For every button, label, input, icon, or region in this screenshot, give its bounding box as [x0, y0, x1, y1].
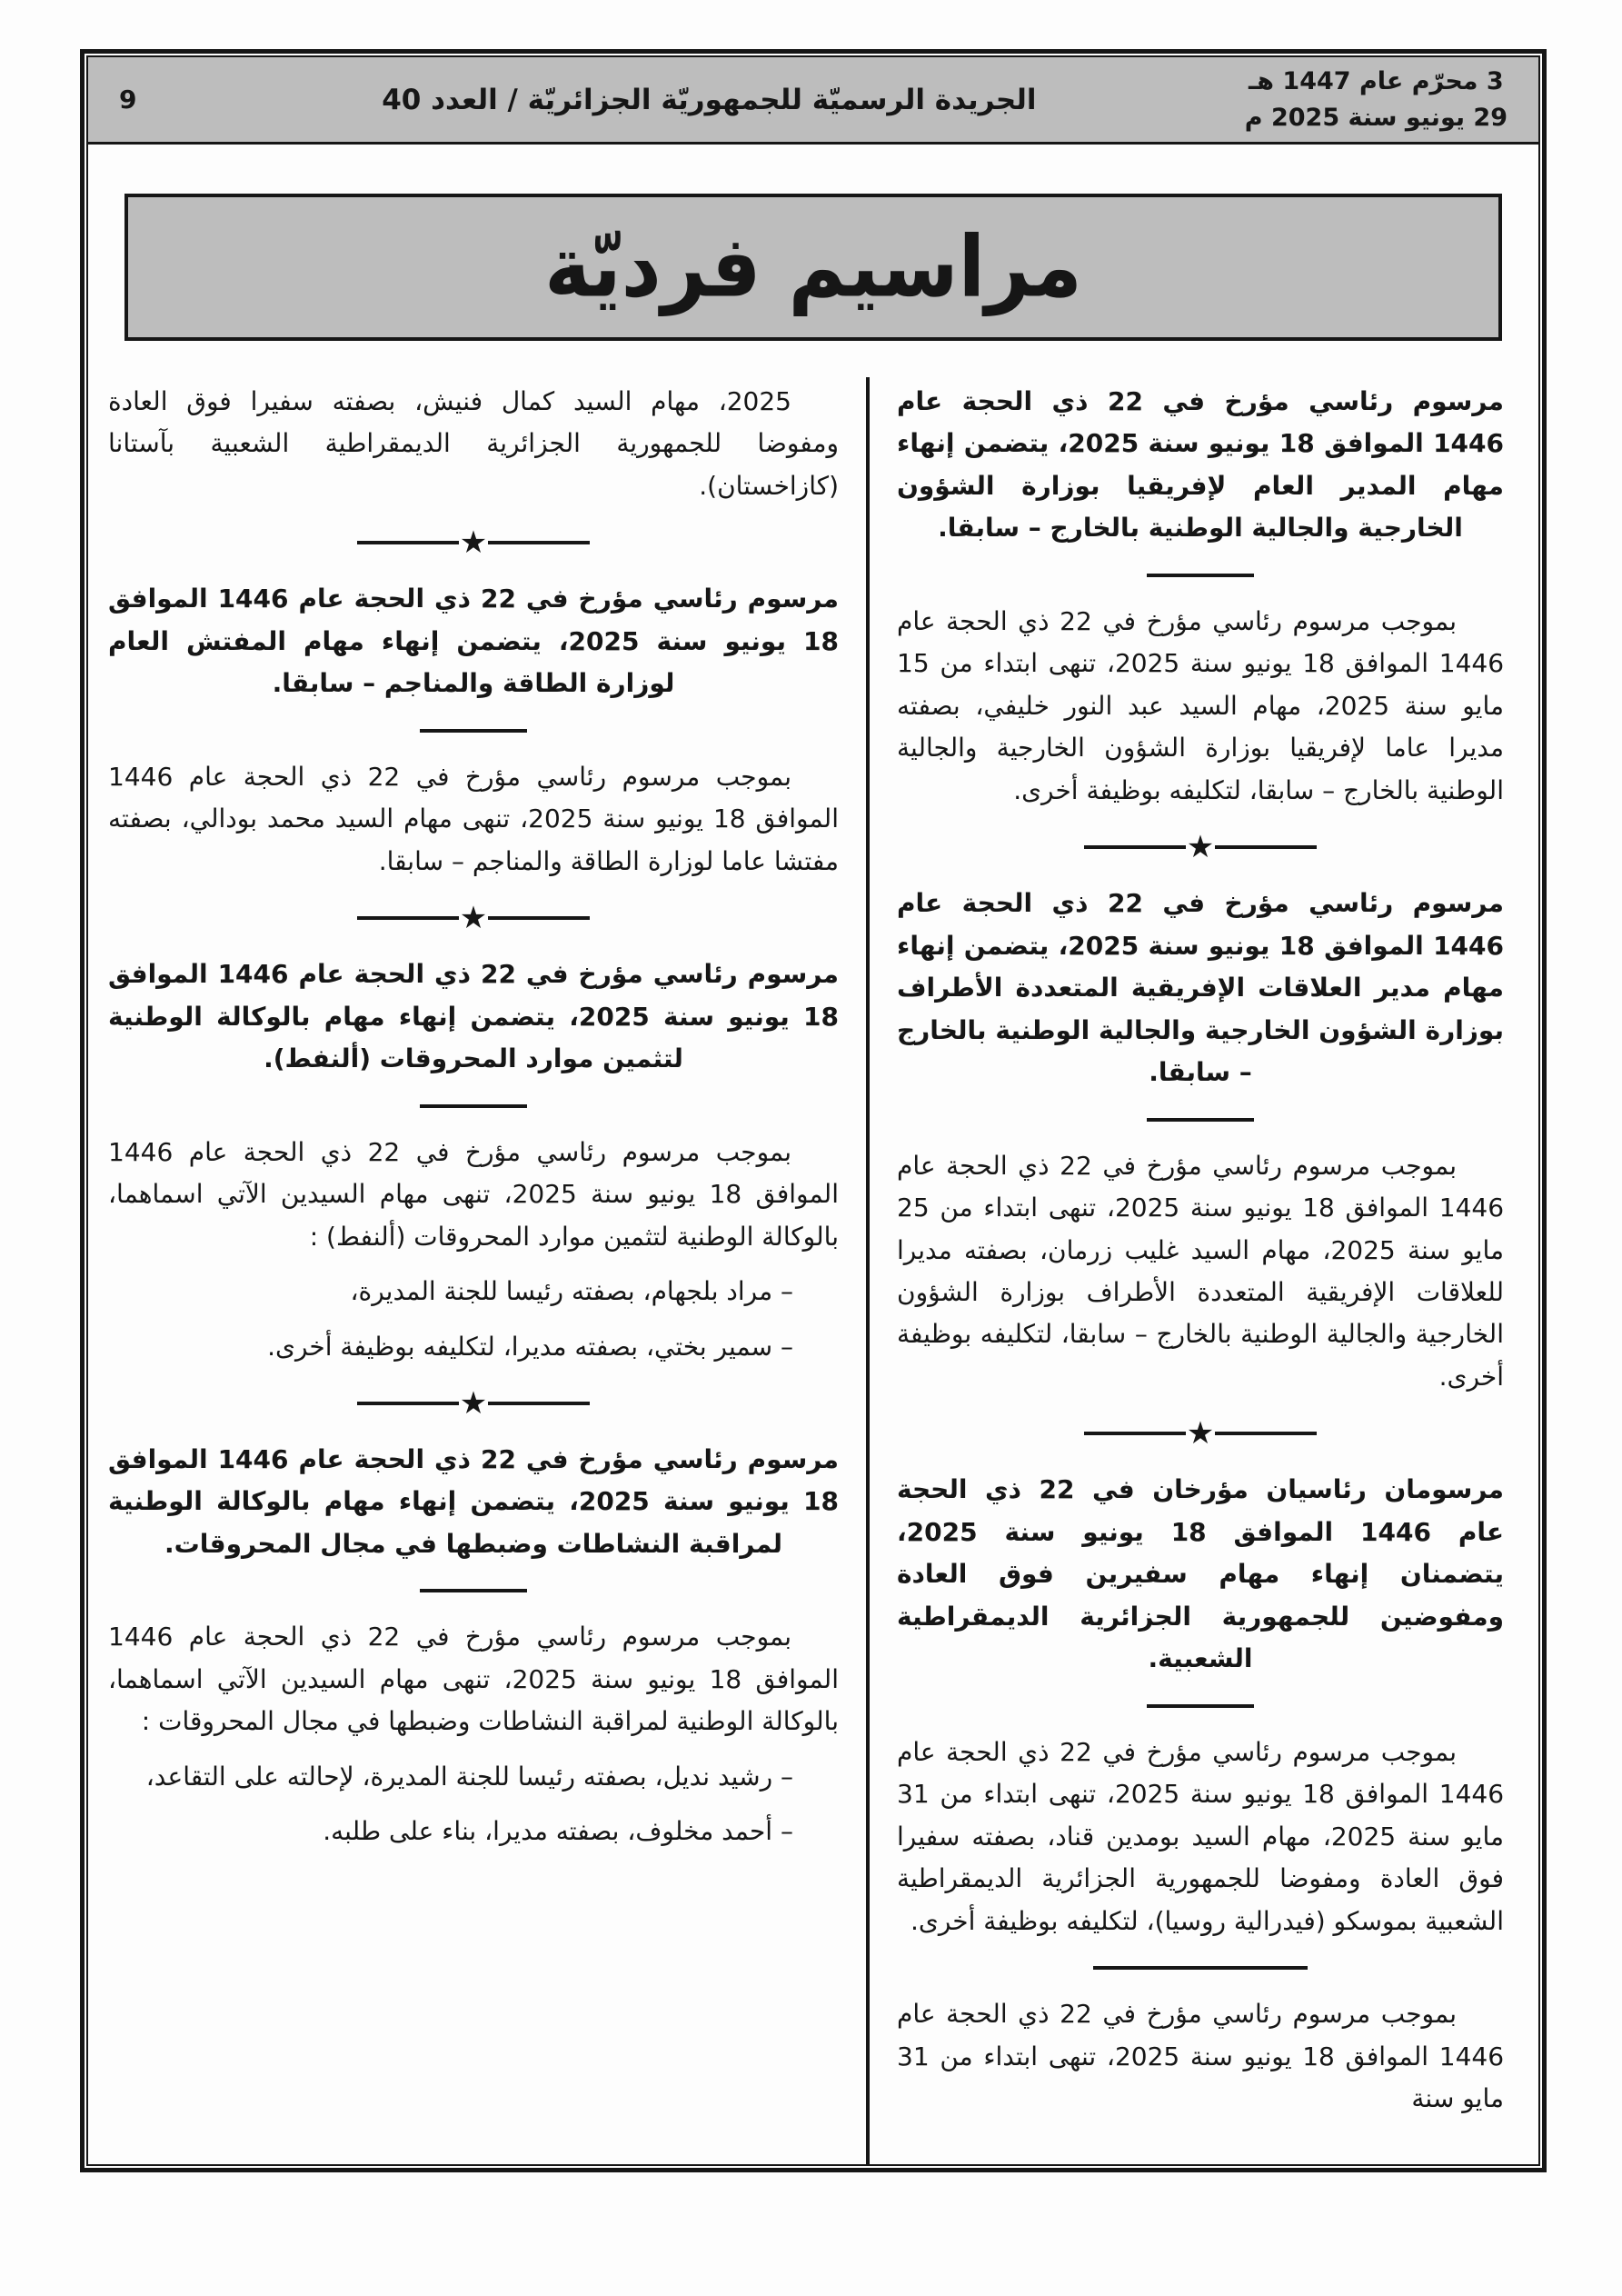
decree-paragraph: بموجب مرسوم رئاسي مؤرخ في 22 ذي الحجة عام 1446 الموافق 18 يونيو سنة 2025، تنهى ابتداء من 25 مايو سنة 2025، مهام السيد غليب زرمان، بصفته مديرا للعلاقات الإفريقية المتعددة الأطراف بوزارة الشؤون الخارجية والجالية الوطنية بالخارج – سابقا، لتكليفه بوظيفة أخرى. — [897, 1150, 1504, 1392]
decree-heading: مرسوم رئاسي مؤرخ في 22 ذي الحجة عام 1446 الموافق 18 يونيو سنة 2025، يتضمن إنهاء مهام مدير العلاقات الإفريقية المتعددة الأطراف بوزارة الشؤون الخارجية والجالية الوطنية بالخارج – سابقا. — [897, 888, 1504, 1088]
star-icon: ★ — [459, 524, 488, 562]
section-banner — [124, 194, 1502, 341]
decree-paragraph: بموجب مرسوم رئاسي مؤرخ في 22 ذي الحجة عام 1446 الموافق 18 يونيو سنة 2025، تنهى ابتداء من 31 مايو سنة — [897, 1999, 1504, 2113]
page-frame-inner — [86, 55, 1540, 2166]
page-number: 9 — [119, 85, 137, 115]
decree-heading: مرسوم رئاسي مؤرخ في 22 ذي الحجة عام 1446 الموافق 18 يونيو سنة 2025، يتضمن إنهاء مهام المفتش العام لوزارة الطاقة والمناجم – سابقا. — [108, 584, 839, 699]
decree-heading: مرسومان رئاسيان مؤرخان في 22 ذي الحجة عام 1446 الموافق 18 يونيو سنة 2025، يتضمنان إنهاء مهام سفيرين فوق العادة ومفوضين للجمهورية الجزائرية الديمقراطية الشعبية. — [897, 1474, 1504, 1674]
separator-line-icon — [1147, 1704, 1254, 1708]
date-gregorian: 29 يونيو سنة 2025 م — [1244, 103, 1508, 132]
separator-star-icon — [108, 900, 839, 937]
separator-segment — [1084, 1432, 1186, 1435]
decree-paragraph: بموجب مرسوم رئاسي مؤرخ في 22 ذي الحجة عام 1446 الموافق 18 يونيو سنة 2025، تنهى مهام السيدين الآتي اسماهما، بالوكالة الوطنية لمراقبة النشاطات وضبطها في مجال المحروقات : — [108, 1622, 839, 1737]
decree-heading: مرسوم رئاسي مؤرخ في 22 ذي الحجة عام 1446 الموافق 18 يونيو سنة 2025، يتضمن إنهاء مهام بالوكالة الوطنية لتثمين موارد المحروقات (ألنفط). — [108, 959, 839, 1074]
separator-segment — [357, 916, 459, 920]
separator-line-icon — [1147, 1118, 1254, 1122]
masthead — [88, 57, 1538, 145]
section-banner-title: مراسيم فرديّة — [544, 218, 1082, 316]
page-frame — [80, 49, 1547, 2172]
separator-line-icon — [420, 729, 527, 733]
star-icon: ★ — [1186, 829, 1215, 866]
decree-heading: مرسوم رئاسي مؤرخ في 22 ذي الحجة عام 1446 الموافق 18 يونيو سنة 2025، يتضمن إنهاء مهام بالوكالة الوطنية لمراقبة النشاطات وضبطها في مجال المحروقات. — [108, 1443, 839, 1559]
column-divider — [866, 377, 870, 2164]
decree-paragraph: بموجب مرسوم رئاسي مؤرخ في 22 ذي الحجة عام 1446 الموافق 18 يونيو سنة 2025، تنهى ابتداء من 31 مايو سنة 2025، مهام السيد بومدين قناد، بصفته سفيرا فوق العادة ومفوضا للجمهورية الجزائرية الديمقراطية الشعبية بموسكو (فيدرالية روسيا)، لتكليفه بوظيفة أخرى. — [897, 1736, 1504, 1936]
decree-paragraph: بموجب مرسوم رئاسي مؤرخ في 22 ذي الحجة عام 1446 الموافق 18 يونيو سنة 2025، تنهى مهام السيد محمد بودالي، بصفته مفتشا عاما لوزارة الطاقة والمناجم – سابقا. — [108, 761, 839, 876]
star-icon: ★ — [459, 1384, 488, 1422]
decree-paragraph: 2025، مهام السيد كمال فنيش، بصفته سفيرا فوق العادة ومفوضا للجمهورية الجزائرية الديمقراطية الشعبية بآستانا (كازاخستان). — [108, 386, 839, 501]
separator-star-icon — [897, 1415, 1504, 1452]
separator-segment — [488, 916, 590, 920]
separator-segment — [1215, 845, 1317, 849]
issue-dates — [1245, 64, 1508, 135]
star-icon: ★ — [459, 900, 488, 937]
separator-line-icon — [420, 1104, 527, 1108]
column-left — [108, 377, 839, 2164]
decrees-columns — [88, 372, 1538, 2164]
date-hijri: 3 محرّم عام 1447 هـ — [1249, 67, 1504, 96]
separator-line-icon — [1147, 574, 1254, 577]
separator-line-icon — [1093, 1966, 1308, 1970]
decree-list-item: – مراد بلجهام، بصفته رئيسا للجنة المديرة، — [350, 1276, 793, 1307]
column-right — [897, 377, 1504, 2164]
journal-title: الجريدة الرسميّة للجمهوريّة الجزائريّة / العدد 40 — [382, 83, 1037, 116]
star-icon: ★ — [1186, 1415, 1215, 1452]
separator-star-icon — [108, 1384, 839, 1422]
decree-list-item: – أحمد مخلوف، بصفته مديرا، بناء على طلبه. — [323, 1816, 793, 1847]
separator-segment — [488, 541, 590, 544]
separator-segment — [1084, 845, 1186, 849]
separator-star-icon — [897, 829, 1504, 866]
decree-list-item: – رشيد نديل، بصفته رئيسا للجنة المديرة، لإحالته على التقاعد، — [145, 1761, 793, 1792]
separator-line-icon — [420, 1589, 527, 1592]
decree-paragraph: بموجب مرسوم رئاسي مؤرخ في 22 ذي الحجة عام 1446 الموافق 18 يونيو سنة 2025، تنهى ابتداء من 15 مايو سنة 2025، مهام السيد عبد النور خليفي، بصفته مديرا عاما لإفريقيا بوزارة الشؤون الخارجية والجالية الوطنية بالخارج – سابقا، لتكليفه بوظيفة أخرى. — [897, 605, 1504, 805]
decree-heading: مرسوم رئاسي مؤرخ في 22 ذي الحجة عام 1446 الموافق 18 يونيو سنة 2025، يتضمن إنهاء مهام المدير العام لإفريقيا بوزارة الشؤون الخارجية والجالية الوطنية بالخارج – سابقا. — [897, 386, 1504, 544]
separator-segment — [357, 1402, 459, 1405]
separator-segment — [357, 541, 459, 544]
decree-list-item: – سمير بختي، بصفته مديرا، لتكليفه بوظيفة أخرى. — [267, 1331, 793, 1362]
separator-star-icon — [108, 524, 839, 562]
decree-paragraph: بموجب مرسوم رئاسي مؤرخ في 22 ذي الحجة عام 1446 الموافق 18 يونيو سنة 2025، تنهى مهام السيدين الآتي اسماهما، بالوكالة الوطنية لتثمين موارد المحروقات (ألنفط) : — [108, 1136, 839, 1252]
separator-segment — [1215, 1432, 1317, 1435]
separator-segment — [488, 1402, 590, 1405]
